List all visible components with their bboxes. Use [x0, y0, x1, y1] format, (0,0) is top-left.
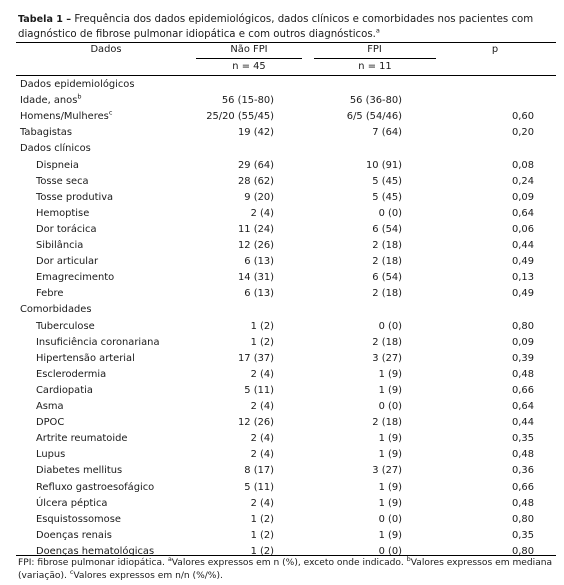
row-value-fpi: 6/5 (54/46)	[346, 111, 402, 123]
row-label: Lupus	[36, 449, 66, 461]
row-label: Esquistossomose	[36, 513, 121, 525]
row-value-nao-fpi: 12 (26)	[238, 417, 274, 429]
row-value-fpi: 0 (0)	[378, 207, 402, 219]
subheader-rule-nao-fpi	[196, 58, 302, 59]
row-value-nao-fpi: 5 (11)	[244, 481, 274, 493]
row-value-nao-fpi: 14 (31)	[238, 272, 274, 284]
row-value-fpi: 3 (27)	[372, 352, 402, 364]
row-value-p: 0,06	[512, 223, 534, 235]
row-value-fpi: 3 (27)	[372, 465, 402, 477]
row-value-fpi: 0 (0)	[378, 545, 402, 557]
row-value-p: 0,35	[512, 433, 534, 445]
section-heading: Comorbidades	[20, 304, 92, 316]
row-value-p: 0,09	[512, 191, 534, 203]
row-label: Tuberculose	[36, 320, 95, 332]
table-caption-lead: Tabela 1 –	[18, 14, 72, 25]
row-value-nao-fpi: 56 (15-80)	[221, 95, 274, 107]
row-value-p: 0,24	[512, 175, 534, 187]
header-bottom-rule	[16, 75, 556, 76]
row-label-sup: c	[108, 108, 113, 117]
row-label: DPOC	[36, 417, 65, 429]
footnote-sup: a	[167, 554, 172, 563]
row-label: Artrite reumatoide	[36, 433, 128, 445]
row-value-p: 0,48	[512, 368, 534, 380]
row-label: Sibilância	[36, 240, 84, 251]
row-value-nao-fpi: 17 (37)	[238, 352, 274, 364]
row-value-p: 0,20	[512, 127, 534, 139]
row-value-p: 0,35	[512, 529, 534, 541]
row-value-nao-fpi: 19 (42)	[238, 127, 274, 139]
header-nao-fpi: Não FPI	[230, 44, 268, 55]
row-value-nao-fpi: 1 (2)	[250, 320, 274, 332]
row-value-fpi: 10 (91)	[366, 159, 402, 171]
row-value-fpi: 0 (0)	[378, 401, 402, 412]
row-label: Refluxo gastroesofágico	[36, 481, 155, 493]
row-value-fpi: 7 (64)	[372, 127, 402, 139]
row-value-p: 0,39	[512, 352, 534, 364]
row-value-fpi: 6 (54)	[372, 223, 402, 235]
row-label: Tabagistas	[20, 127, 72, 139]
row-label: Idade, anos$^b$	[20, 92, 82, 107]
row-value-fpi: 2 (18)	[372, 256, 402, 268]
row-value-nao-fpi: 6 (13)	[244, 256, 274, 268]
row-value-nao-fpi: 2 (4)	[250, 497, 274, 509]
row-value-fpi: 1 (9)	[378, 433, 402, 445]
row-value-nao-fpi: 2 (4)	[250, 449, 274, 461]
row-value-p: 0,49	[512, 256, 534, 268]
row-value-fpi: 2 (18)	[372, 288, 402, 300]
row-label: Homens/Mulheres$^c$	[20, 108, 113, 123]
row-value-p: 0,80	[512, 545, 534, 557]
row-value-p: 0,48	[512, 497, 534, 509]
row-value-fpi: 1 (9)	[378, 368, 402, 380]
row-value-nao-fpi: 1 (2)	[250, 545, 274, 557]
row-label: Insuficiência coronariana	[36, 336, 160, 348]
row-value-p: 0,66	[512, 384, 534, 396]
row-label: Emagrecimento	[36, 272, 115, 284]
header-p: p	[491, 44, 499, 55]
header-n-fpi: n = 11	[358, 61, 392, 72]
row-value-p: 0,36	[512, 465, 534, 477]
row-label: Tosse seca	[36, 175, 89, 187]
header-n-nao-fpi: n = 45	[232, 61, 266, 72]
subheader-rule-fpi	[314, 58, 436, 59]
row-label: Tosse produtiva	[36, 191, 114, 203]
row-label: Dispneia	[36, 159, 79, 171]
row-value-nao-fpi: 2 (4)	[250, 433, 274, 445]
row-value-nao-fpi: 28 (62)	[238, 175, 274, 187]
row-value-p: 0,60	[512, 111, 534, 123]
row-value-fpi: 1 (9)	[378, 497, 402, 509]
bottom-rule	[16, 555, 556, 556]
footnote-sup: b	[406, 554, 411, 563]
row-value-p: 0,66	[512, 481, 534, 493]
row-value-fpi: 5 (45)	[372, 175, 402, 187]
section-heading: Dados epidemiológicos	[20, 79, 135, 90]
row-value-fpi: 2 (18)	[372, 336, 402, 348]
table-caption	[18, 12, 558, 42]
footnote-text: FPI: fibrose pulmonar idiopática.	[18, 558, 168, 568]
row-value-nao-fpi: 25/20 (55/45)	[206, 111, 274, 123]
row-value-p: 0,48	[512, 449, 534, 461]
row-value-fpi: 0 (0)	[378, 513, 402, 525]
row-value-nao-fpi: 29 (64)	[238, 159, 274, 171]
row-value-p: 0,08	[512, 159, 534, 171]
row-value-nao-fpi: 1 (2)	[250, 529, 274, 541]
row-value-nao-fpi: 1 (2)	[250, 513, 274, 525]
row-value-nao-fpi: 1 (2)	[250, 336, 274, 348]
table-caption-sup: a	[375, 26, 380, 35]
row-value-nao-fpi: 11 (24)	[238, 223, 274, 235]
row-value-nao-fpi: 5 (11)	[244, 384, 274, 396]
row-value-fpi: 1 (9)	[378, 529, 402, 541]
footnote-sup: c	[69, 567, 74, 576]
row-value-fpi: 6 (54)	[372, 272, 402, 284]
row-value-p: 0,80	[512, 513, 534, 525]
row-label-sup: b	[77, 92, 82, 101]
header-fpi: FPI	[367, 44, 382, 55]
footnote-text: Valores expressos em n (%), exceto onde indicado.	[171, 558, 407, 568]
table-caption-text: Frequência dos dados epidemiológicos, dados clínicos e comorbidades nos pacientes com diagnóstico de fibrose pulmonar idiopática e com outros diagnósticos.	[18, 14, 534, 40]
row-value-nao-fpi: 6 (13)	[244, 288, 274, 300]
row-label: Dor torácica	[36, 223, 97, 235]
row-value-p: 0,09	[512, 336, 534, 348]
row-value-p: 0,13	[512, 272, 534, 284]
row-value-p: 0,64	[512, 401, 534, 412]
row-label: Esclerodermia	[36, 368, 107, 380]
row-label: Doenças renais	[36, 529, 112, 541]
section-heading: Dados clínicos	[20, 143, 91, 155]
row-label: Doenças hematológicas	[36, 545, 155, 557]
row-value-fpi: 5 (45)	[372, 191, 402, 203]
row-label: Hemoptise	[36, 207, 90, 219]
row-value-nao-fpi: 2 (4)	[250, 207, 274, 219]
row-value-fpi: 2 (18)	[372, 417, 402, 429]
row-label: Hipertensão arterial	[36, 352, 135, 364]
footnote-text: Valores expressos em n/n (%/%).	[73, 571, 223, 581]
row-label: Diabetes mellitus	[36, 465, 123, 477]
row-value-fpi: 56 (36-80)	[349, 95, 402, 107]
row-label: Cardiopatia	[36, 384, 93, 396]
row-label: Dor articular	[36, 256, 99, 268]
row-value-p: 0,49	[512, 288, 534, 300]
row-value-fpi: 0 (0)	[378, 320, 402, 332]
row-value-fpi: 1 (9)	[378, 449, 402, 461]
row-value-fpi: 1 (9)	[378, 384, 402, 396]
row-label: Asma	[36, 401, 64, 412]
row-value-nao-fpi: 8 (17)	[244, 465, 274, 477]
header-dados: Dados	[90, 44, 122, 55]
table-footnote	[18, 554, 558, 583]
row-value-nao-fpi: 9 (20)	[244, 191, 274, 203]
row-label: Úlcera péptica	[36, 497, 108, 509]
row-value-fpi: 1 (9)	[378, 481, 402, 493]
footnote-text: Valores expressos em mediana (variação).	[18, 558, 553, 581]
row-label: Febre	[36, 288, 64, 300]
row-value-nao-fpi: 2 (4)	[250, 368, 274, 380]
row-value-nao-fpi: 12 (26)	[238, 240, 274, 251]
row-value-p: 0,44	[512, 417, 534, 429]
row-value-p: 0,44	[512, 240, 534, 251]
row-value-fpi: 2 (18)	[372, 240, 402, 251]
row-value-nao-fpi: 2 (4)	[250, 401, 274, 412]
row-value-p: 0,64	[512, 207, 534, 219]
row-value-p: 0,80	[512, 320, 534, 332]
